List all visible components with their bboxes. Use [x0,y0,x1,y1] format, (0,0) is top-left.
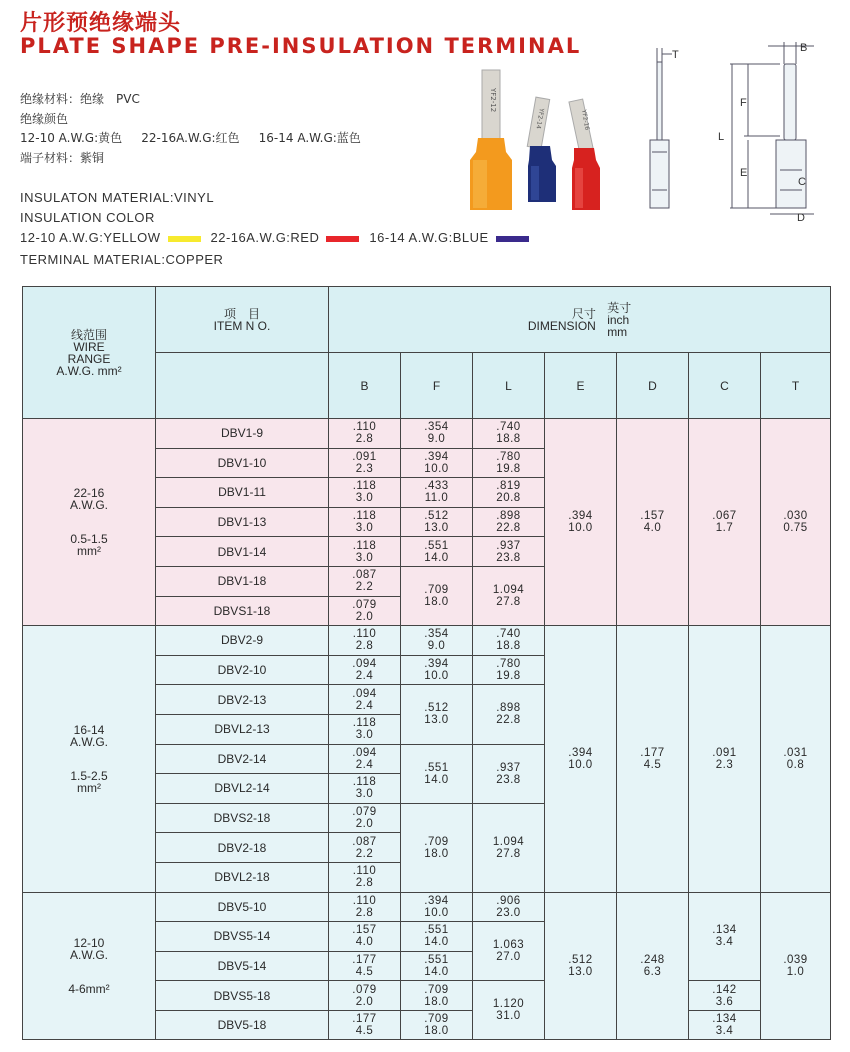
item-no-cell: DBVS2-18 [156,803,329,833]
dim-l-cell: .906 23.0 [473,892,545,922]
dim-l-cell: 1.063 27.0 [473,922,545,981]
dim-f-cell: .433 11.0 [401,478,473,508]
dim-label-f: F [740,97,747,109]
item-no-cell: DBV1-11 [156,478,329,508]
wire-range-cell: 22-16 A.W.G. 0.5-1.5 mm² [23,419,156,626]
dim-b-cell: .157 4.0 [329,922,401,952]
table-row [23,892,831,922]
item-no-cell: DBVL2-14 [156,774,329,804]
header-col-c: C [689,353,761,419]
spec-cn-blue: 16-14 A.W.G:蓝色 [258,131,361,145]
dim-l-cell: .780 19.8 [473,448,545,478]
header-dimension: 尺寸 DIMENSION 英寸 inch mm [329,287,831,353]
dim-label-t: T [672,49,679,61]
header-item: 项 目 ITEM N O. [156,287,329,353]
dim-l-cell: .937 23.8 [473,537,545,567]
dim-b-cell: .094 2.4 [329,744,401,774]
dim-d-cell: .157 4.0 [617,419,689,626]
dim-f-cell: .512 13.0 [401,507,473,537]
dim-label-b: B [800,42,808,54]
header-item-blank [156,353,329,419]
dim-t-cell: .039 1.0 [761,892,831,1040]
item-no-cell: DBV2-13 [156,685,329,715]
dim-f-cell: .551 14.0 [401,744,473,803]
dim-label-c: C [798,176,806,188]
blue-terminal-label: YF2-14 [534,107,545,130]
dim-l-cell: 1.094 27.8 [473,566,545,625]
item-no-cell: DBV2-10 [156,655,329,685]
yellow-terminal [470,70,512,210]
spec-en-color-title: INSULATION COLOR [20,210,155,225]
dim-c-cell: .142 3.6 [689,981,761,1011]
dim-b-cell: .079 2.0 [329,803,401,833]
page-title-cn: 片形预绝缘端头 [20,11,182,36]
front-view [718,42,814,224]
red-terminal-label: YF2-16 [580,109,591,131]
item-no-cell: DBV1-10 [156,448,329,478]
dim-f-cell: .394 10.0 [401,892,473,922]
dim-b-cell: .094 2.4 [329,655,401,685]
item-no-cell: DBVL2-13 [156,714,329,744]
dim-f-cell: .709 18.0 [401,566,473,625]
spec-cn-terminal: 端子材料：紫铜 [20,151,105,165]
header-row-1 [23,287,831,353]
dim-l-cell: .937 23.8 [473,744,545,803]
table-body [23,287,831,1040]
dim-l-cell: .740 18.8 [473,626,545,656]
dim-f-cell: .551 14.0 [401,951,473,981]
dim-f-cell: .709 18.0 [401,981,473,1011]
dim-label-d: D [797,212,805,224]
item-no-cell: DBVS5-18 [156,981,329,1011]
dim-t-cell: .031 0.8 [761,626,831,892]
page-title-en: PLATE SHAPE PRE-INSULATION TERMINAL [20,34,582,58]
dim-c-cell: .134 3.4 [689,892,761,981]
dim-b-cell: .118 3.0 [329,478,401,508]
dim-l-cell: .740 18.8 [473,419,545,449]
wire-range-cell: 16-14 A.W.G. 1.5-2.5 mm² [23,626,156,892]
spec-en-terminal: TERMINAL MATERIAL:COPPER [20,252,224,267]
dim-f-cell: .551 14.0 [401,537,473,567]
dim-l-cell: .898 22.8 [473,507,545,537]
spec-cn-colors [20,129,361,146]
spec-cn-material: 绝缘材料：绝缘 PVC [20,92,140,106]
spec-cn-yellow: 12-10 A.W.G:黄色 [20,131,123,145]
red-terminal [569,99,600,210]
item-no-cell: DBVL2-18 [156,862,329,892]
dim-d-cell: .248 6.3 [617,892,689,1040]
dim-f-cell: .512 13.0 [401,685,473,744]
spec-en-blue: 16-14 A.W.G:BLUE [369,230,489,245]
dim-f-cell: .354 9.0 [401,626,473,656]
dim-b-cell: .079 2.0 [329,981,401,1011]
dim-f-cell: .551 14.0 [401,922,473,952]
dim-f-cell: .709 18.0 [401,803,473,892]
dim-b-cell: .118 3.0 [329,537,401,567]
dim-l-cell: .780 19.8 [473,655,545,685]
dim-label-l: L [718,131,725,143]
dim-b-cell: .177 4.5 [329,951,401,981]
dim-f-cell: .394 10.0 [401,448,473,478]
header-col-f: F [401,353,473,419]
header-col-e: E [545,353,617,419]
dim-b-cell: .094 2.4 [329,685,401,715]
spec-en-material: INSULATON MATERIAL:VINYL [20,190,215,205]
dim-f-cell: .394 10.0 [401,655,473,685]
terminal-spec-table [22,286,831,1040]
table-row [23,626,831,656]
spec-en-red: 22-16A.W.G:RED [210,230,320,245]
item-no-cell: DBV5-14 [156,951,329,981]
item-no-cell: DBV5-18 [156,1010,329,1040]
red-swatch [326,236,359,242]
dim-f-cell: .354 9.0 [401,419,473,449]
dim-b-cell: .087 2.2 [329,833,401,863]
dim-e-cell: .394 10.0 [545,419,617,626]
item-no-cell: DBVS1-18 [156,596,329,626]
dim-f-cell: .709 18.0 [401,1010,473,1040]
item-no-cell: DBV1-18 [156,566,329,596]
dim-b-cell: .110 2.8 [329,419,401,449]
dim-b-cell: .110 2.8 [329,626,401,656]
yellow-swatch [168,236,201,242]
item-no-cell: DBV1-13 [156,507,329,537]
header-col-t: T [761,353,831,419]
dim-c-cell: .067 1.7 [689,419,761,626]
header-col-b: B [329,353,401,419]
header-col-d: D [617,353,689,419]
item-no-cell: DBV5-10 [156,892,329,922]
dim-e-cell: .512 13.0 [545,892,617,1040]
dim-l-cell: 1.094 27.8 [473,803,545,892]
spec-cn-red: 22-16A.W.G:红色 [141,131,240,145]
dim-b-cell: .091 2.3 [329,448,401,478]
blue-swatch [496,236,529,242]
dim-b-cell: .087 2.2 [329,566,401,596]
dim-b-cell: .110 2.8 [329,892,401,922]
dim-b-cell: .118 3.0 [329,774,401,804]
dim-t-cell: .030 0.75 [761,419,831,626]
dim-l-cell: 1.120 31.0 [473,981,545,1040]
product-photo [470,60,620,220]
item-no-cell: DBVS5-14 [156,922,329,952]
spec-cn-color-title: 绝缘颜色 [20,112,69,126]
dim-c-cell: .091 2.3 [689,626,761,892]
header-col-l: L [473,353,545,419]
dim-e-cell: .394 10.0 [545,626,617,892]
dim-l-cell: .898 22.8 [473,685,545,744]
yellow-terminal-label: YF2-12 [489,88,497,113]
spec-en-colors [20,230,539,245]
dim-l-cell: .819 20.8 [473,478,545,508]
table-row [23,419,831,449]
dim-b-cell: .079 2.0 [329,596,401,626]
spec-en-yellow: 12-10 A.W.G:YELLOW [20,230,161,245]
dim-b-cell: .110 2.8 [329,862,401,892]
dim-c-cell: .134 3.4 [689,1010,761,1040]
blue-terminal [527,97,556,202]
item-no-cell: DBV2-9 [156,626,329,656]
item-no-cell: DBV2-14 [156,744,329,774]
item-no-cell: DBV1-9 [156,419,329,449]
dim-b-cell: .118 3.0 [329,714,401,744]
item-no-cell: DBV1-14 [156,537,329,567]
dim-b-cell: .118 3.0 [329,507,401,537]
dim-b-cell: .177 4.5 [329,1010,401,1040]
header-wire-range: 线范围 WIRE RANGE A.W.G. mm² [23,287,156,419]
dim-d-cell: .177 4.5 [617,626,689,892]
dimension-drawing [630,40,840,225]
side-view [650,48,679,208]
wire-range-cell: 12-10 A.W.G. 4-6mm² [23,892,156,1040]
item-no-cell: DBV2-18 [156,833,329,863]
dim-label-e: E [740,167,748,179]
